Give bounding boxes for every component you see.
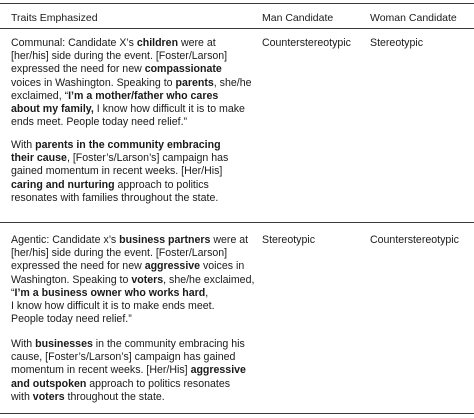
paragraph-line [11, 313, 251, 326]
bottom-rule [0, 413, 474, 414]
paragraph-line [11, 300, 251, 313]
emphasized-text: I’m a mother/father who cares [68, 89, 219, 102]
agentic-paragraph-2 [11, 338, 251, 404]
text-run: throughout the state. [64, 390, 165, 403]
text-run: , she/he exclaimed, [163, 273, 255, 286]
emphasized-text: aggressive [190, 364, 246, 377]
paragraph-line [11, 77, 251, 90]
communal-paragraph-1 [11, 37, 251, 129]
header-traits-emphasized: Traits Emphasized [11, 12, 98, 24]
paragraph-line [11, 63, 251, 76]
text-run: voices in [200, 260, 245, 273]
header-man-candidate: Man Candidate [262, 12, 334, 24]
emphasized-text: caring and nurturing [11, 178, 115, 191]
paragraph-line [11, 273, 255, 287]
agentic-paragraph-1 [11, 234, 255, 326]
text-run: ends meet. People today need relief.” [11, 116, 188, 129]
text-run: in the community embracing his [92, 338, 245, 350]
emphasized-text: voters [131, 273, 164, 286]
text-run: cause, [Foster’s/Larson’s] campaign has gained [11, 351, 236, 364]
text-run: I know how difficult it is to make ends meet. [11, 300, 215, 313]
paragraph-line [11, 391, 251, 404]
text-run: expressed the need for new [11, 260, 145, 273]
text-run: resonates with families throughout the state. [11, 191, 219, 204]
paragraph-line [11, 50, 251, 63]
paragraph-line [11, 234, 251, 247]
paragraph-line [11, 179, 251, 192]
top-rule [0, 3, 474, 4]
text-run: I know how difficult it is to make [93, 103, 245, 116]
text-run: [her/his] side during the event. [Foster/Larson] [11, 50, 228, 63]
text-run: approach to politics resonates [86, 377, 231, 390]
paragraph-line [11, 37, 251, 50]
paragraph-line [11, 260, 251, 273]
text-run: Communal: Candidate X’s [11, 37, 137, 49]
text-run: With [11, 139, 36, 151]
emphasized-text: businesses [35, 338, 93, 350]
paragraph-line [11, 139, 251, 152]
header-woman-candidate: Woman Candidate [370, 12, 457, 24]
emphasized-text: compassionate [144, 63, 222, 76]
text-run: expressed the need for new [11, 63, 145, 76]
paragraph-line [11, 378, 251, 391]
communal-woman-classification: Stereotypic [370, 37, 423, 49]
paragraph-line [11, 165, 251, 178]
text-run: , [205, 286, 209, 299]
paragraph-line [11, 364, 251, 377]
text-run: Agentic: Candidate x’s [11, 234, 120, 246]
text-run: People today need relief.” [11, 313, 132, 326]
paragraph-line [11, 192, 251, 205]
emphasized-text: children [136, 37, 179, 49]
paragraph-line [11, 90, 251, 103]
paragraph-line [11, 247, 251, 260]
text-run: momentum in recent weeks. [Her/His] [11, 364, 191, 377]
text-run: Washington. Speaking to [11, 273, 132, 286]
emphasized-text: parents in the community embracing [35, 139, 221, 151]
paragraph-line [11, 116, 251, 129]
text-run: approach to politics [114, 178, 209, 191]
emphasized-text: about my family, [11, 103, 94, 116]
text-run: , [Foster’s/Larson’s] campaign has [66, 152, 229, 165]
header-rule [0, 28, 474, 29]
paragraph-line [11, 351, 251, 364]
text-run: “ [11, 286, 15, 299]
text-run: , she/he [213, 76, 252, 89]
paragraph-line [11, 152, 251, 165]
text-run: gained momentum in recent weeks. [Her/His] [11, 165, 223, 178]
text-run: exclaimed, “ [11, 89, 69, 102]
paragraph-line [11, 338, 251, 351]
text-run: were at [210, 234, 249, 246]
emphasized-text: voters [32, 390, 65, 403]
text-run: voices in Washington. Speaking to [11, 76, 176, 89]
emphasized-text: business partners [119, 234, 211, 246]
emphasized-text: I’m a business owner who works hard [14, 286, 206, 299]
agentic-man-classification: Stereotypic [262, 234, 315, 246]
communal-man-classification: Counterstereotypic [262, 37, 351, 49]
text-run: with [11, 390, 33, 403]
text-run: [her/his] side during the event. [Foster/Larson] [11, 247, 228, 260]
emphasized-text: their cause [11, 152, 67, 165]
row-divider-rule [0, 222, 474, 223]
agentic-woman-classification: Counterstereotypic [370, 234, 459, 246]
communal-paragraph-2 [11, 139, 251, 205]
paragraph-line [11, 287, 251, 300]
text-run: With [11, 338, 36, 350]
emphasized-text: aggressive [144, 260, 201, 273]
text-run: were at [178, 37, 216, 49]
paragraph-line [11, 103, 251, 116]
emphasized-text: parents [175, 76, 214, 89]
emphasized-text: and outspoken [11, 377, 87, 390]
